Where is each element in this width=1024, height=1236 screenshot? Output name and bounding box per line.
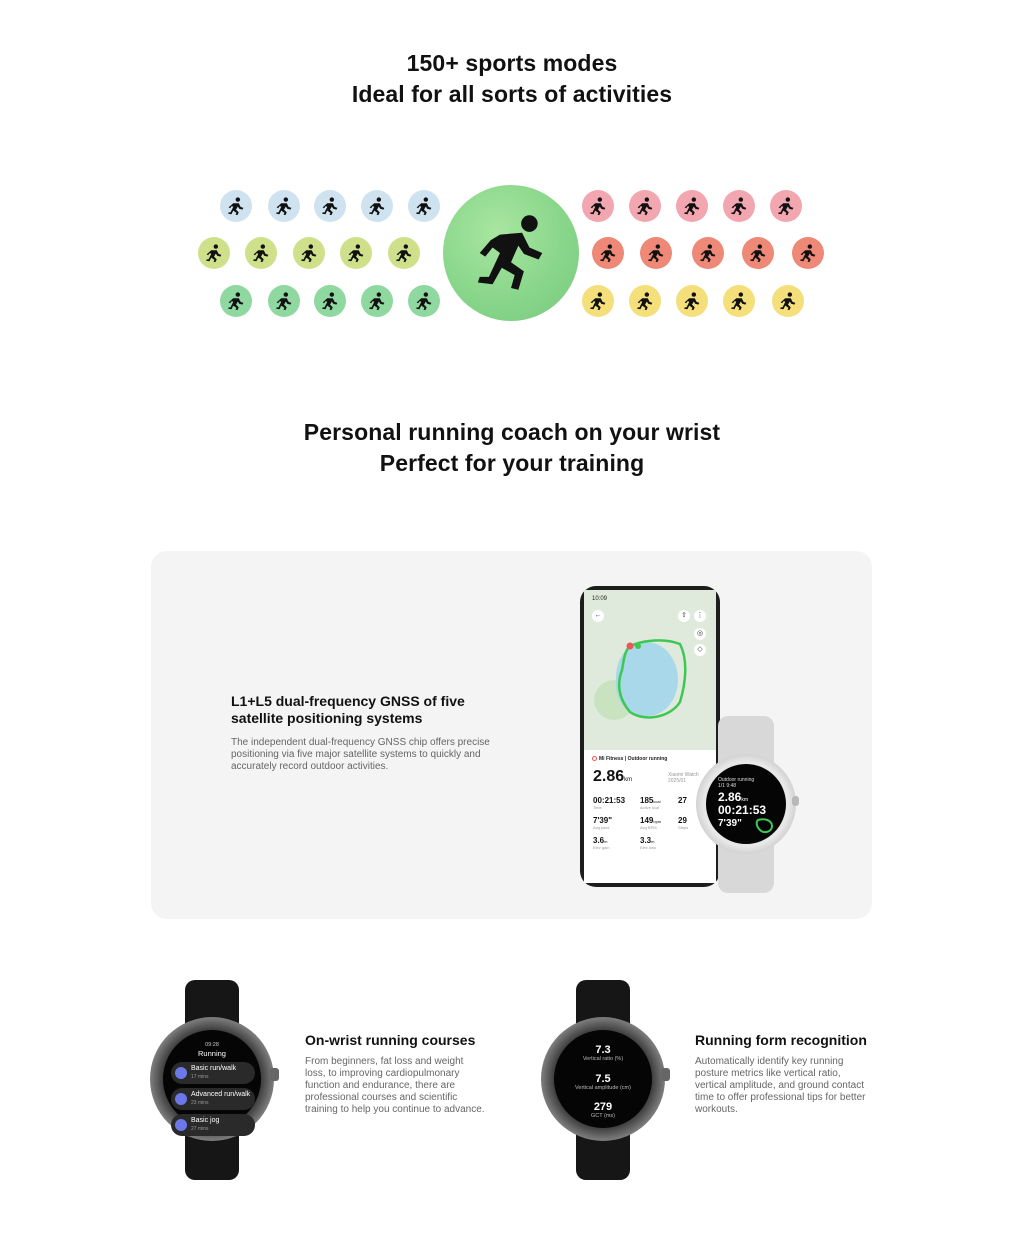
sport-mode-icon bbox=[340, 237, 372, 269]
form-title: Running form recognition bbox=[695, 1032, 867, 1048]
watch-distance: 2.86km bbox=[718, 790, 749, 804]
sport-mode-icon bbox=[408, 285, 440, 317]
watch-pace: 7'39" bbox=[718, 818, 742, 829]
sport-mode-icon bbox=[293, 237, 325, 269]
sport-mode-icon bbox=[770, 190, 802, 222]
running-icon bbox=[443, 185, 579, 321]
stat-elev-gain: 3.6m Elev gain bbox=[593, 836, 610, 850]
course-name: Basic jog bbox=[191, 1117, 220, 1124]
sport-mode-icon bbox=[676, 190, 708, 222]
sport-mode-icon bbox=[408, 190, 440, 222]
course-item[interactable] bbox=[171, 1114, 255, 1136]
silver-watch bbox=[696, 716, 796, 893]
form-description: Automatically identify key running posture metrics like vertical ratio, vertical amplitude, and ground contact time to offer professional tips for better workouts. bbox=[695, 1056, 866, 1115]
gnss-feature-card bbox=[151, 551, 872, 919]
gnss-title: L1+L5 dual-frequency GNSS of five satellite positioning systems bbox=[231, 693, 465, 726]
course-duration: 27 mins bbox=[191, 1126, 209, 1132]
sport-mode-icon bbox=[198, 237, 230, 269]
watch-time: 09:28 bbox=[205, 1042, 219, 1048]
metric-vertical-amplitude: 7.5 Vertical amplitude (cm) bbox=[575, 1073, 631, 1091]
running-coach-title: Personal running coach on your wrist bbox=[303, 419, 721, 445]
sport-mode-icon bbox=[772, 285, 804, 317]
stat-steps: 29 Steps bbox=[678, 816, 689, 830]
sport-mode-icon bbox=[361, 285, 393, 317]
courses-watch bbox=[150, 980, 274, 1180]
stat-kcal: 185kcal Active kcal bbox=[640, 796, 661, 810]
sport-mode-icon bbox=[640, 237, 672, 269]
stat-cut: 27 bbox=[678, 796, 687, 805]
course-name: Basic run/walk bbox=[191, 1065, 237, 1072]
sport-mode-icon bbox=[268, 285, 300, 317]
watch-crown bbox=[270, 1068, 279, 1081]
course-duration: 17 mins bbox=[191, 1074, 209, 1080]
sports-modes-heading bbox=[0, 48, 1024, 110]
watch-crown bbox=[661, 1068, 670, 1081]
runner-icon bbox=[175, 1067, 187, 1079]
gnss-description: The independent dual-frequency GNSS chip offers precise positioning via five major satellite systems to quickly and accurately record outdoor activities. bbox=[231, 737, 490, 772]
locate-icon[interactable]: ◎ bbox=[694, 628, 706, 640]
running-coach-heading bbox=[0, 417, 1024, 479]
course-item[interactable] bbox=[171, 1088, 255, 1110]
runner-icon bbox=[175, 1119, 187, 1131]
summary-device: Xiaomi Watch 2025/01 bbox=[668, 772, 699, 784]
course-duration: 23 mins bbox=[191, 1100, 209, 1106]
sport-mode-icon bbox=[220, 190, 252, 222]
layers-icon[interactable]: ◇ bbox=[694, 644, 706, 656]
back-icon[interactable]: ← bbox=[592, 610, 604, 622]
sports-modes-subtitle: Ideal for all sorts of activities bbox=[351, 81, 673, 107]
course-item[interactable] bbox=[171, 1062, 255, 1084]
running-coach-subtitle: Perfect for your training bbox=[379, 450, 645, 476]
watch-face bbox=[554, 1030, 652, 1128]
sport-mode-icon bbox=[629, 190, 661, 222]
metric-gct: 279 GCT (ms) bbox=[590, 1101, 616, 1119]
watch-route-icon bbox=[754, 816, 776, 836]
more-icon[interactable]: ⋮ bbox=[694, 610, 706, 622]
sport-mode-icon bbox=[629, 285, 661, 317]
watch-crown bbox=[792, 796, 799, 806]
sport-mode-icon bbox=[592, 237, 624, 269]
stat-elev-loss: 3.3m Elev loss bbox=[640, 836, 657, 850]
stat-pace: 7'39" Avg pace bbox=[593, 816, 613, 830]
sport-mode-icon bbox=[582, 190, 614, 222]
sport-mode-icon bbox=[220, 285, 252, 317]
courses-description: From beginners, fat loss and weight loss, to improving cardiopulmonary function and endurance, there are professional courses and scientific training to help you continue to advance. bbox=[305, 1056, 485, 1115]
form-watch bbox=[541, 980, 665, 1180]
course-name: Advanced run/walk bbox=[191, 1091, 251, 1098]
sport-mode-icon bbox=[314, 285, 346, 317]
sports-icons-grid bbox=[196, 183, 828, 323]
summary-distance: 2.86km bbox=[593, 768, 633, 785]
watch-face bbox=[706, 764, 786, 844]
watch-face bbox=[163, 1030, 261, 1132]
sport-mode-icon bbox=[314, 190, 346, 222]
watch-title: Running bbox=[198, 1049, 226, 1058]
sport-mode-icon bbox=[361, 190, 393, 222]
runner-icon bbox=[175, 1093, 187, 1105]
summary-header: Mi Fitness | Outdoor running bbox=[592, 756, 667, 762]
sport-mode-icon bbox=[723, 285, 755, 317]
courses-title: On-wrist running courses bbox=[305, 1032, 476, 1048]
status-time: 10:09 bbox=[592, 596, 608, 602]
sports-modes-title: 150+ sports modes bbox=[406, 50, 618, 76]
sport-mode-icon bbox=[676, 285, 708, 317]
metric-vertical-ratio: 7.3 Vertical ratio (%) bbox=[582, 1044, 624, 1062]
sport-mode-icon bbox=[582, 285, 614, 317]
share-icon[interactable]: ⇧ bbox=[678, 610, 690, 622]
sport-mode-icon bbox=[723, 190, 755, 222]
sport-mode-icon bbox=[388, 237, 420, 269]
watch-duration: 00:21:53 bbox=[718, 803, 767, 817]
sport-mode-icon bbox=[792, 237, 824, 269]
stat-bpm: 149bpm Avg BPM bbox=[640, 816, 662, 830]
stat-time: 00:21:53 Time bbox=[593, 796, 626, 810]
sport-mode-icon bbox=[245, 237, 277, 269]
sport-mode-icon bbox=[692, 237, 724, 269]
sport-mode-icon bbox=[742, 237, 774, 269]
sport-mode-icon bbox=[268, 190, 300, 222]
watch-activity: Outdoor running 1/1 9:48 bbox=[718, 777, 755, 789]
